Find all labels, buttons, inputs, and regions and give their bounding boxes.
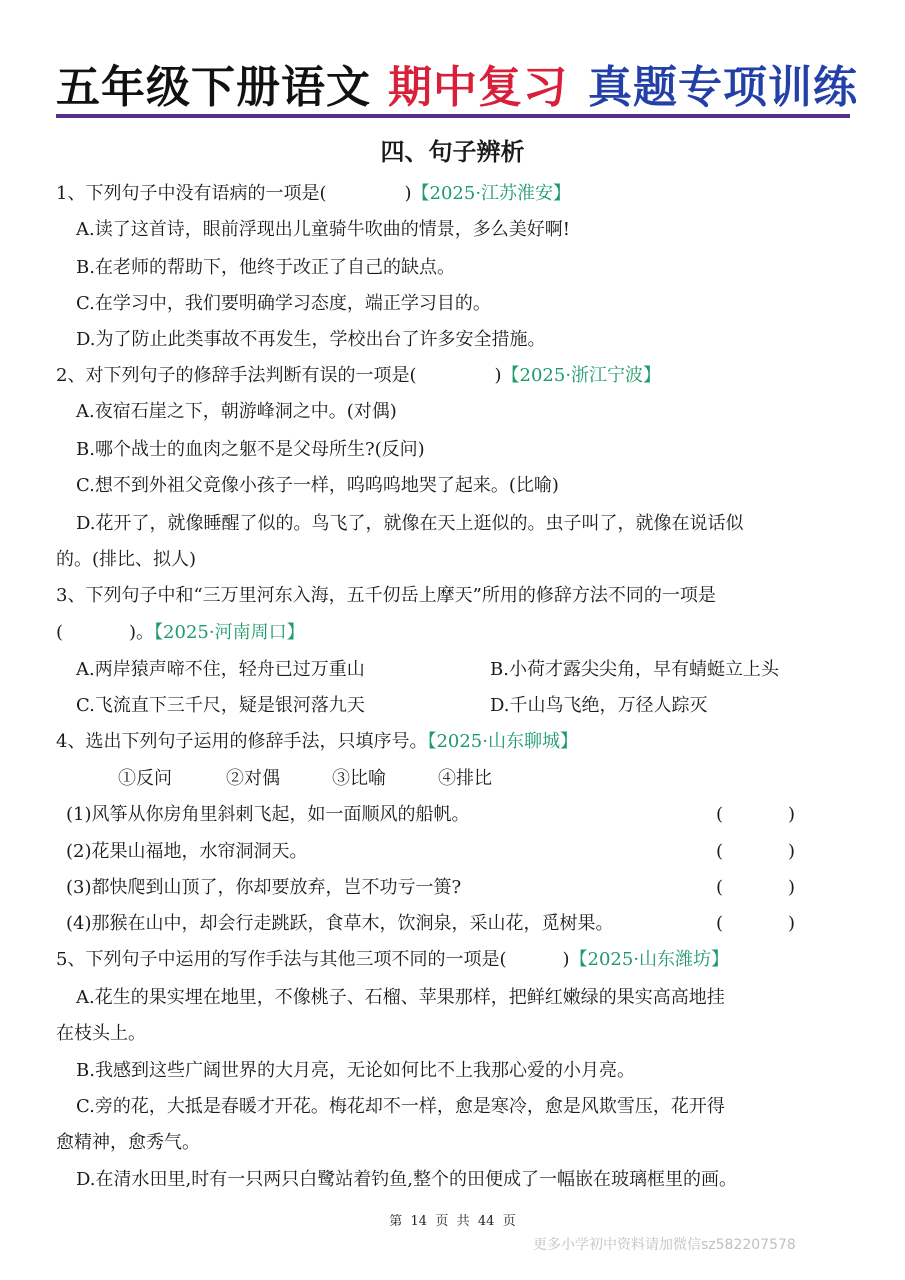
q2-stem: 2、对下列句子的修辞手法判断有误的一项是( [56, 365, 417, 386]
footer-label-di: 第 [389, 1214, 403, 1229]
q4-choice-1: ①反问 [118, 768, 172, 789]
q2-option-d-cont: 的。(排比、拟人) [56, 549, 197, 570]
q4-blank-1-open: ( [716, 804, 724, 825]
q4-source: 【2025·山东聊城】 [427, 731, 578, 752]
footer-label-gong: 共 [456, 1214, 470, 1229]
q1-option-a: A.读了这首诗，眼前浮现出儿童骑牛吹曲的情景，多么美好啊! [76, 219, 570, 240]
q3-source: 【2025·河南周口】 [154, 622, 305, 643]
q5-option-a: A.花生的果实埋在地里，不像桃子、石榴、苹果那样，把鲜红嫩绿的果实高高地挂 [76, 987, 725, 1008]
q3-option-c: C.飞流直下三千尺，疑是银河落九天 [76, 695, 365, 716]
title-grade: 五年级下册语文 [56, 62, 371, 113]
footer-total-pages: 44 [477, 1214, 495, 1229]
q4-choice-2: ②对偶 [226, 768, 280, 789]
q4-stem: 4、选出下列句子运用的修辞手法，只填序号。 [56, 731, 428, 752]
q2-option-d: D.花开了，就像睡醒了似的。鸟飞了，就像在天上逛似的。虫子叫了，就像在说话似 [76, 513, 744, 534]
q4-blank-1-close: ) [788, 804, 796, 825]
q1-stem-end: ) [404, 183, 412, 204]
watermark: 更多小学初中资料请加微信sz582207578 [533, 1237, 796, 1253]
q3-stem-paren-close: )。 [129, 622, 155, 643]
title-training: 真题专项训练 [588, 62, 858, 113]
q1-stem: 1、下列句子中没有语病的一项是( [56, 183, 327, 204]
q5-option-c: C.旁的花，大抵是春暖才开花。梅花却不一样，愈是寒冷，愈是风欺雪压，花开得 [76, 1096, 725, 1117]
q4-blank-3-close: ) [788, 877, 796, 898]
q3-stem-line2 [56, 619, 305, 647]
q3-option-d: D.千山鸟飞绝，万径人踪灭 [490, 695, 708, 716]
q5-option-a-cont: 在枝头上。 [56, 1023, 146, 1044]
q2-option-a: A.夜宿石崖之下，朝游峰洞之中。(对偶) [76, 401, 397, 422]
q5-source: 【2025·山东潍坊】 [569, 949, 730, 970]
q2-option-b: B.哪个战士的血肉之躯不是父母所生?(反问) [76, 439, 425, 460]
q4-stem-line [56, 728, 578, 756]
header-rule [56, 114, 850, 118]
q3-stem: 3、下列句子中和“三万里河东入海，五千仞岳上摩天”所用的修辞方法不同的一项是 [56, 585, 716, 606]
q5-stem-end: ) [562, 949, 570, 970]
q4-blank-4-open: ( [716, 913, 724, 934]
q4-choice-4: ④排比 [438, 768, 492, 789]
q5-option-d: D.在清水田里,时有一只两只白鹭站着钓鱼,整个的田便成了一幅嵌在玻璃框里的画。 [76, 1169, 737, 1190]
q4-blank-2-close: ) [788, 841, 796, 862]
q2-option-c: C.想不到外祖父竟像小孩子一样，呜呜呜地哭了起来。(比喻) [76, 475, 559, 496]
q3-option-a: A.两岸猿声啼不住，轻舟已过万重山 [76, 659, 365, 680]
q4-item-1: (1)风筝从你房角里斜刺飞起，如一面顺风的船帆。 [66, 804, 470, 825]
q5-option-c-cont: 愈精神，愈秀气。 [56, 1132, 200, 1153]
q1-option-d: D.为了防止此类事故不再发生，学校出台了许多安全措施。 [76, 329, 546, 350]
q1-option-b: B.在老师的帮助下，他终于改正了自己的缺点。 [76, 257, 455, 278]
q5-stem: 5、下列句子中运用的写作手法与其他三项不同的一项是( [56, 949, 507, 970]
q2-stem-line [56, 362, 661, 390]
section-title: 四、句子辨析 [380, 138, 525, 166]
q1-option-c: C.在学习中，我们要明确学习态度，端正学习目的。 [76, 293, 491, 314]
q1-stem-line [56, 180, 571, 208]
title-review: 期中复习 [388, 62, 568, 113]
q4-blank-3-open: ( [716, 877, 724, 898]
q4-choice-3: ③比喻 [332, 768, 386, 789]
q1-source: 【2025·江苏淮安】 [411, 183, 572, 204]
q5-option-b: B.我感到这些广阔世界的大月亮，无论如何比不上我那心爱的小月亮。 [76, 1060, 635, 1081]
q5-stem-line [56, 946, 729, 974]
footer-label-ye2: 页 [502, 1214, 516, 1229]
q4-blank-2-open: ( [716, 841, 724, 862]
q4-item-3: (3)都快爬到山顶了，你却要放弃，岂不功亏一篑? [66, 877, 462, 898]
q2-source: 【2025·浙江宁波】 [501, 365, 662, 386]
q2-stem-end: ) [494, 365, 502, 386]
footer-label-ye: 页 [435, 1214, 449, 1229]
q3-stem-paren-open: ( [56, 622, 64, 643]
footer-page-number: 14 [410, 1214, 428, 1229]
page-footer [0, 1210, 905, 1229]
q3-option-b: B.小荷才露尖尖角，早有蜻蜓立上头 [490, 659, 779, 680]
q4-item-4: (4)那猴在山中，却会行走跳跃，食草木，饮涧泉，采山花，觅树果。 [66, 913, 614, 934]
q4-item-2: (2)花果山福地，水帘洞洞天。 [66, 841, 308, 862]
q4-blank-4-close: ) [788, 913, 796, 934]
header [0, 58, 905, 118]
